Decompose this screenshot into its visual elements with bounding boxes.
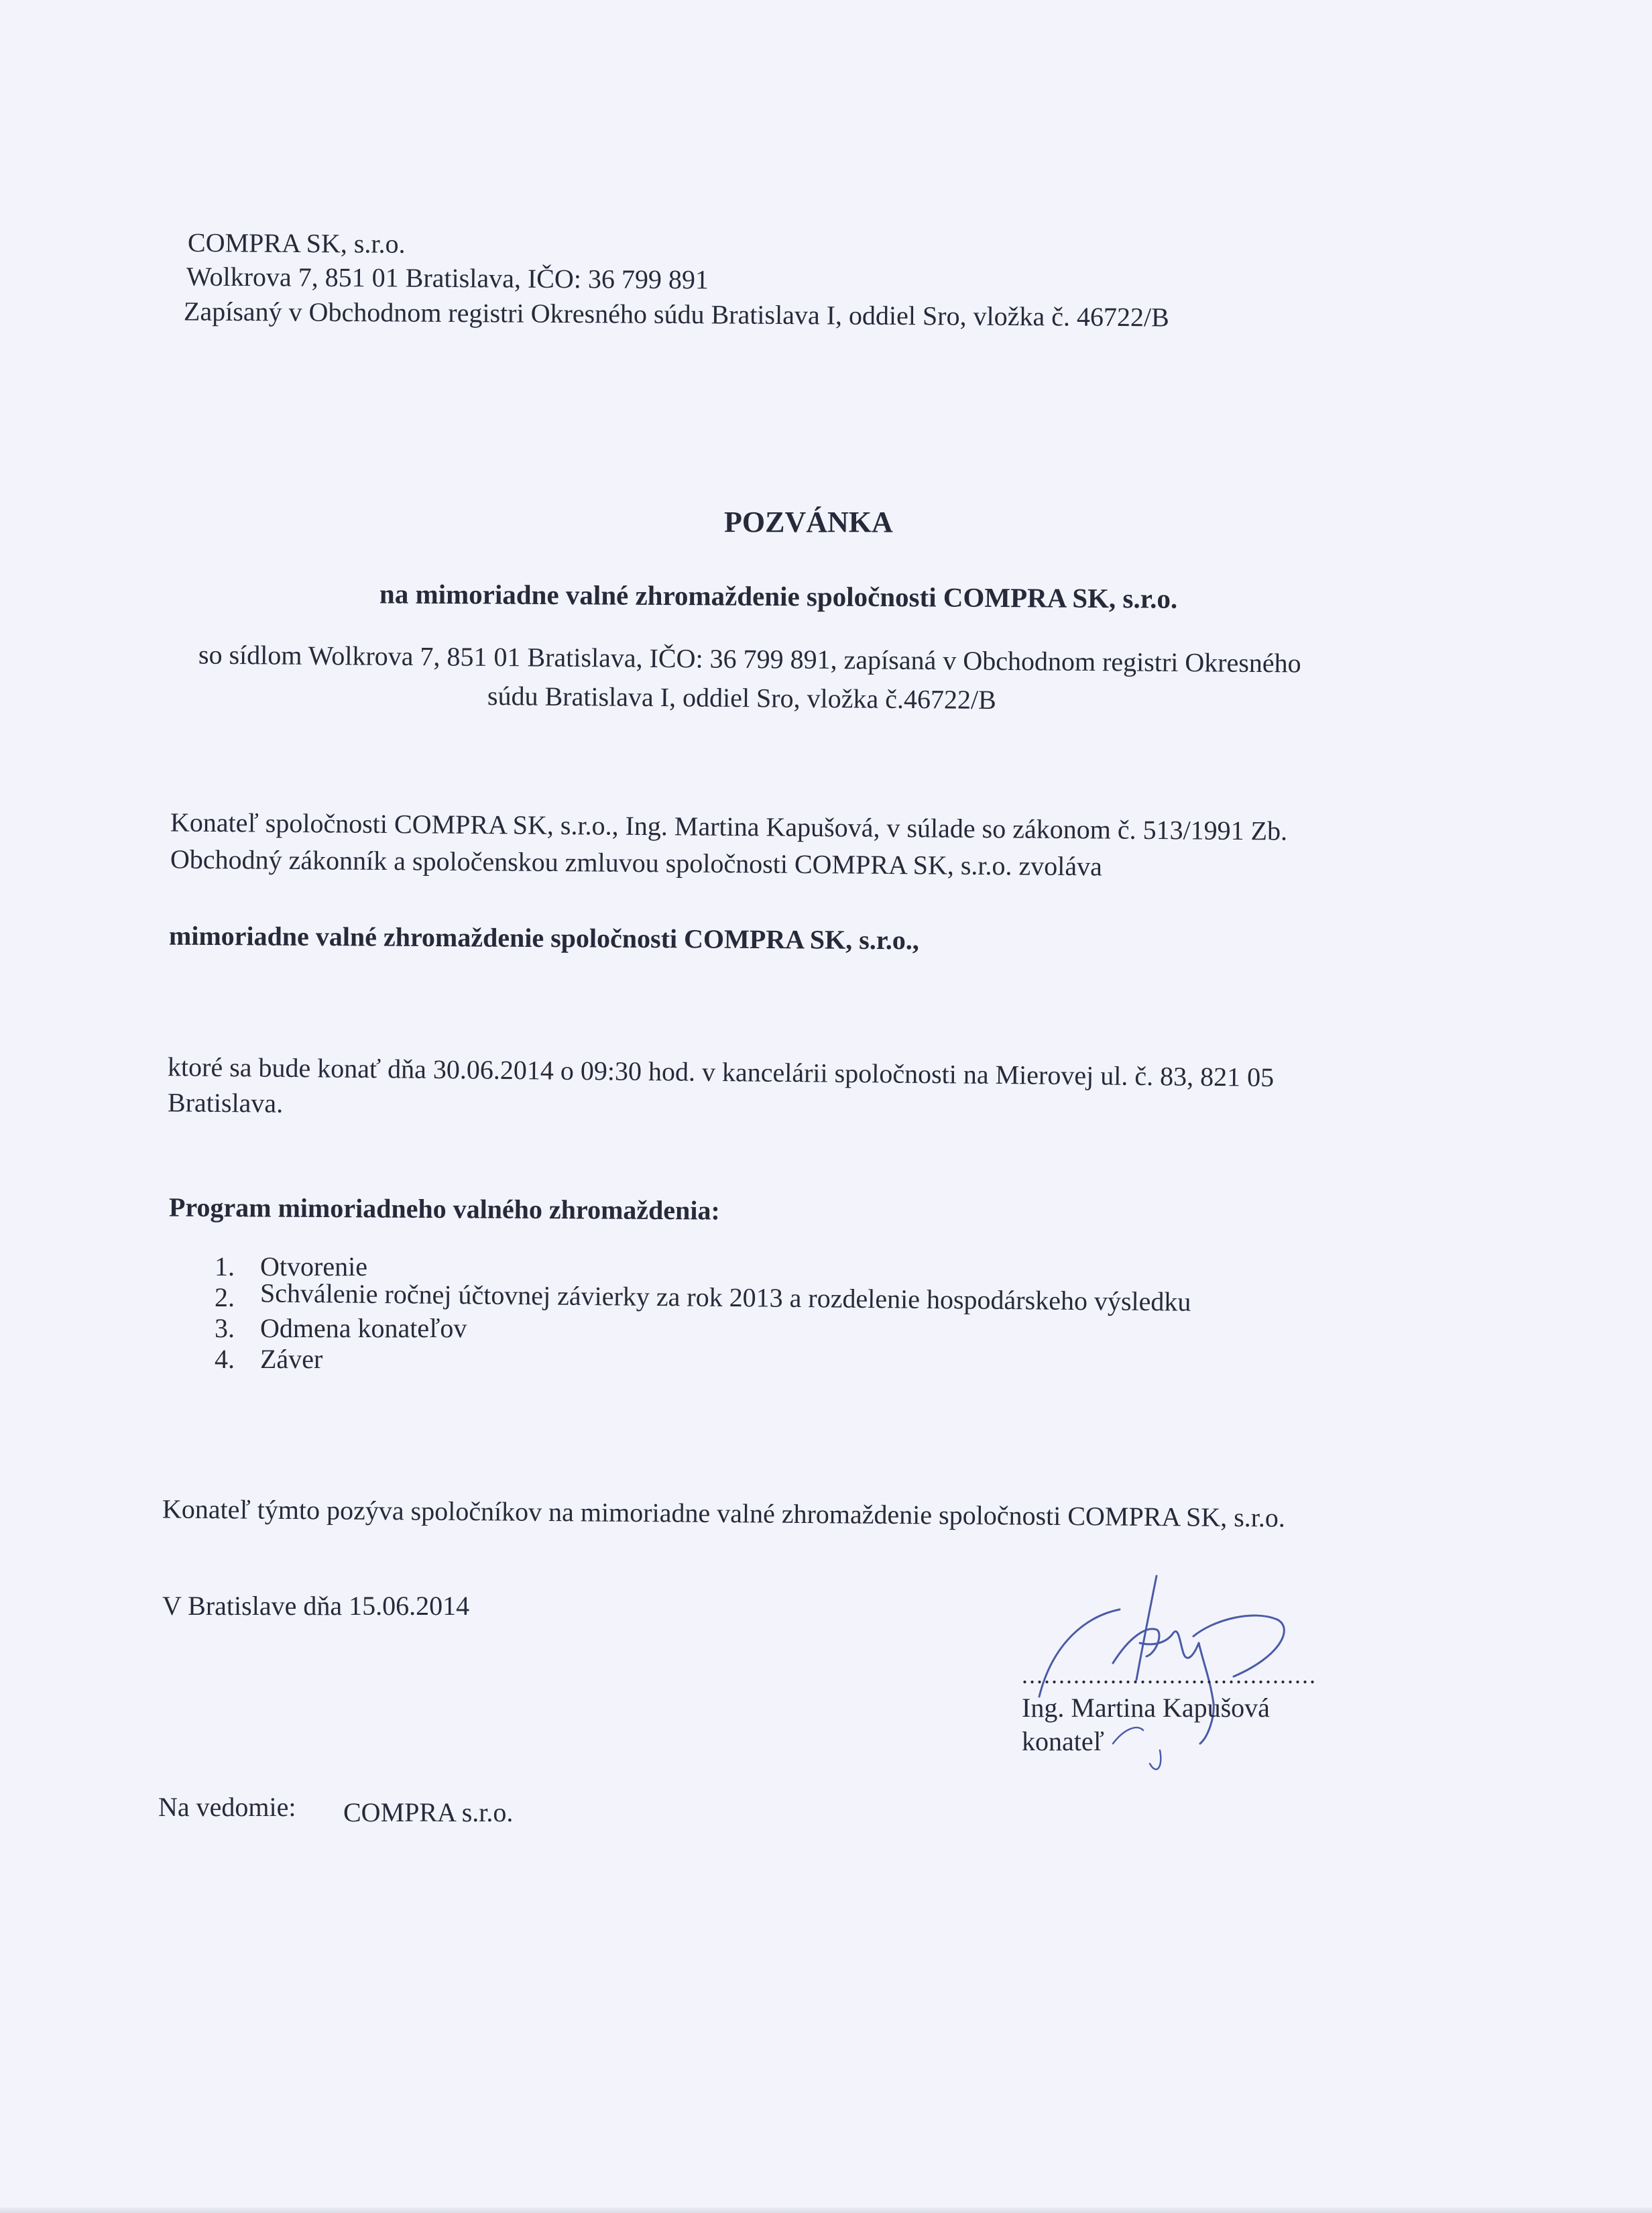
program-item-number: 3. (215, 1313, 235, 1343)
signatory-role: konateľ (1022, 1726, 1104, 1756)
meeting-line-1: ktoré sa bude konať dňa 30.06.2014 o 09:30 hod. v kancelárii spoločnosti na Mierovej ul. č. 83, 821 05 (167, 1052, 1275, 1092)
program-item-number: 4. (215, 1344, 235, 1374)
meeting-line-2: Bratislava. (167, 1087, 284, 1119)
seat-line-2: súdu Bratislava I, oddiel Sro, vložka č.46722/B (487, 681, 996, 715)
signature-line: ........................................ (1022, 1662, 1317, 1689)
scan-edge (0, 2208, 1652, 2213)
notice-label: Na vedomie: (158, 1792, 296, 1822)
header-company: COMPRA SK, s.r.o. (187, 227, 406, 259)
program-item-text: Odmena konateľov (260, 1313, 467, 1343)
header-registry: Zapísaný v Obchodnom registri Okresného súdu Bratislava I, oddiel Sro, vložka č. 46722/B (183, 296, 1169, 333)
intro-line-1: Konateľ spoločnosti COMPRA SK, s.r.o., Ing. Martina Kapušová, v súlade so zákonom č. 513/1991 Zb. (170, 807, 1288, 846)
program-item-text: Schválenie ročnej účtovnej závierky za rok 2013 a rozdelenie hospodárskeho výsledku (259, 1278, 1191, 1317)
notice-value: COMPRA s.r.o. (343, 1797, 514, 1827)
program-item-text: Otvorenie (260, 1251, 367, 1282)
program-item-number: 1. (215, 1251, 235, 1282)
seat-line-1: so sídlom Wolkrova 7, 851 01 Bratislava, IČO: 36 799 891, zapísaná v Obchodnom registri Okresného (198, 639, 1301, 679)
closing-statement: Konateľ týmto pozýva spoločníkov na mimoriadne valné zhromaždenie spoločnosti COMPRA SK, s.r.o. (162, 1493, 1286, 1533)
page-title: POZVÁNKA (724, 506, 893, 538)
convenes-statement: mimoriadne valné zhromaždenie spoločnosti COMPRA SK, s.r.o., (168, 920, 920, 956)
program-item-text: Záver (260, 1344, 323, 1374)
program-heading: Program mimoriadneho valného zhromaždenia: (168, 1192, 720, 1226)
page-subtitle: na mimoriadne valné zhromaždenie spoločnosti COMPRA SK, s.r.o. (379, 578, 1178, 614)
signatory-name: Ing. Martina Kapušová (1022, 1693, 1270, 1723)
place-date: V Bratislave dňa 15.06.2014 (162, 1591, 470, 1621)
intro-line-2: Obchodný zákonník a spoločenskou zmluvou spoločnosti COMPRA SK, s.r.o. zvoláva (170, 844, 1103, 882)
header-address: Wolkrova 7, 851 01 Bratislava, IČO: 36 799 891 (186, 261, 709, 295)
program-item-number: 2. (215, 1282, 235, 1312)
